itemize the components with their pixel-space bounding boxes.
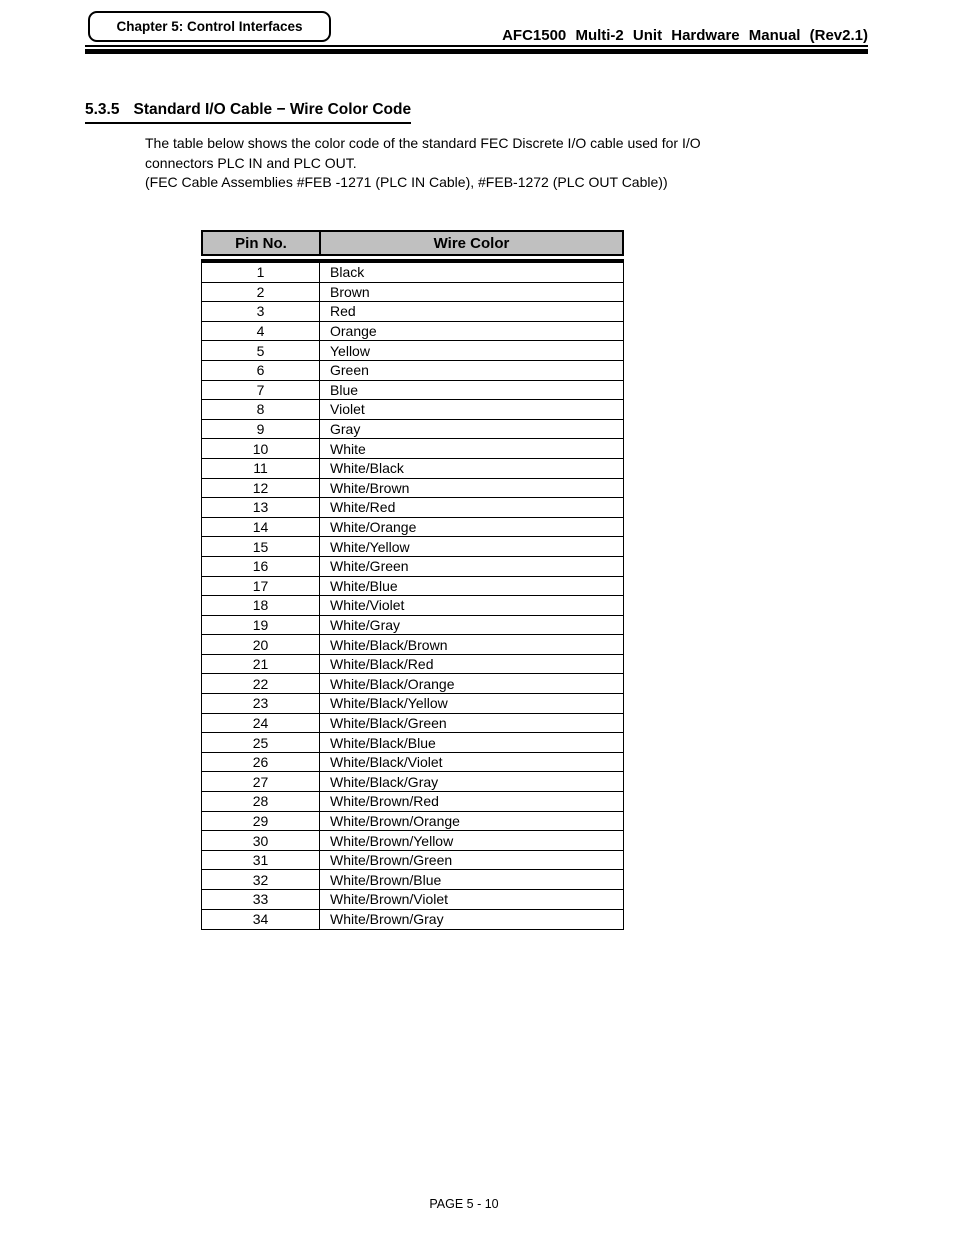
pin-number-cell: 25 bbox=[202, 733, 320, 752]
pin-number-cell: 14 bbox=[202, 518, 320, 537]
pin-number-cell: 1 bbox=[202, 263, 320, 282]
pin-number-cell: 30 bbox=[202, 831, 320, 850]
pin-number-cell: 9 bbox=[202, 420, 320, 439]
wire-color-cell: White/Brown/Blue bbox=[330, 871, 442, 888]
wire-color-cell: White/Black/Blue bbox=[330, 734, 436, 751]
table-row bbox=[202, 361, 623, 381]
wire-color-cell: Black bbox=[330, 264, 365, 281]
wire-color-cell: White/Gray bbox=[330, 616, 401, 633]
page-number: PAGE 5 - 10 bbox=[429, 1197, 499, 1211]
table-row bbox=[202, 381, 623, 401]
wire-color-cell: Orange bbox=[330, 323, 377, 340]
wire-color-table bbox=[201, 230, 624, 930]
pin-number-cell: 29 bbox=[202, 812, 320, 831]
table-row bbox=[202, 322, 623, 342]
wire-color-cell: Gray bbox=[330, 421, 361, 438]
pin-number-cell: 7 bbox=[202, 381, 320, 400]
table-row bbox=[202, 753, 623, 773]
intro-paragraph bbox=[145, 134, 701, 193]
pin-number-cell: 3 bbox=[202, 302, 320, 321]
wire-color-cell: White/Orange bbox=[330, 519, 417, 536]
pin-number-cell: 34 bbox=[202, 910, 320, 930]
wire-color-cell: White/Blue bbox=[330, 577, 398, 594]
table-row bbox=[202, 792, 623, 812]
table-row bbox=[202, 714, 623, 734]
table-row bbox=[202, 518, 623, 538]
pin-number-cell: 2 bbox=[202, 283, 320, 302]
table-row bbox=[202, 420, 623, 440]
table-row bbox=[202, 812, 623, 832]
wire-color-cell: White/Black/Red bbox=[330, 656, 434, 673]
table-row bbox=[202, 400, 623, 420]
column-header-wire-color: Wire Color bbox=[433, 234, 510, 252]
wire-color-cell: White/Black/Gray bbox=[330, 773, 439, 790]
pin-number-cell: 17 bbox=[202, 577, 320, 596]
pin-number-cell: 12 bbox=[202, 479, 320, 498]
pin-number-cell: 6 bbox=[202, 361, 320, 380]
wire-color-cell: White/Black/Orange bbox=[330, 675, 455, 692]
wire-color-cell: White/Brown/Violet bbox=[330, 891, 449, 908]
wire-color-cell: Yellow bbox=[330, 342, 370, 359]
section-heading bbox=[85, 101, 411, 124]
wire-color-cell: Red bbox=[330, 303, 356, 320]
wire-color-cell: White/Black/Violet bbox=[330, 754, 443, 771]
pin-number-cell: 31 bbox=[202, 851, 320, 870]
wire-table-body bbox=[201, 259, 624, 930]
table-row bbox=[202, 459, 623, 479]
header-rule-thick-line bbox=[85, 49, 868, 54]
table-row bbox=[202, 263, 623, 283]
intro-line-3: (FEC Cable Assemblies #FEB -1271 (PLC IN Cable), #FEB-1272 (PLC OUT Cable)) bbox=[145, 174, 668, 190]
wire-color-cell: White/Black/Brown bbox=[330, 636, 448, 653]
wire-color-cell: White/Yellow bbox=[330, 538, 410, 555]
table-row bbox=[202, 655, 623, 675]
table-row bbox=[202, 283, 623, 303]
intro-line-1: The table below shows the color code of the standard FEC Discrete I/O cable used for I/O bbox=[145, 135, 701, 151]
table-row bbox=[202, 733, 623, 753]
pin-number-cell: 11 bbox=[202, 459, 320, 478]
table-row bbox=[202, 479, 623, 499]
table-row bbox=[202, 596, 623, 616]
table-row bbox=[202, 851, 623, 871]
pin-number-cell: 5 bbox=[202, 341, 320, 360]
pin-number-cell: 33 bbox=[202, 890, 320, 909]
wire-color-cell: White/Violet bbox=[330, 597, 405, 614]
pin-number-cell: 21 bbox=[202, 655, 320, 674]
wire-color-cell: White/Brown/Green bbox=[330, 852, 453, 869]
chapter-label: Chapter 5: Control Interfaces bbox=[116, 19, 303, 34]
pin-number-cell: 23 bbox=[202, 694, 320, 713]
wire-color-cell: White bbox=[330, 440, 366, 457]
pin-number-cell: 22 bbox=[202, 674, 320, 693]
table-row bbox=[202, 537, 623, 557]
pin-number-cell: 20 bbox=[202, 635, 320, 654]
table-row bbox=[202, 616, 623, 636]
pin-number-cell: 24 bbox=[202, 714, 320, 733]
wire-color-cell: White/Red bbox=[330, 499, 396, 516]
table-row bbox=[202, 674, 623, 694]
wire-color-cell: White/Black/Green bbox=[330, 714, 447, 731]
wire-color-cell: Green bbox=[330, 362, 369, 379]
pin-number-cell: 32 bbox=[202, 870, 320, 889]
wire-color-cell: Violet bbox=[330, 401, 365, 418]
table-row bbox=[202, 557, 623, 577]
table-header-row bbox=[201, 230, 624, 256]
wire-color-cell: White/Green bbox=[330, 558, 409, 575]
wire-color-cell: White/Black bbox=[330, 460, 404, 477]
pin-number-cell: 10 bbox=[202, 439, 320, 458]
manual-title: AFC1500 Multi-2 Unit Hardware Manual (Rev2.1) bbox=[502, 27, 868, 44]
wire-color-cell: White/Brown/Yellow bbox=[330, 832, 454, 849]
intro-line-2: connectors PLC IN and PLC OUT. bbox=[145, 154, 357, 171]
pin-number-cell: 4 bbox=[202, 322, 320, 341]
table-row bbox=[202, 635, 623, 655]
table-row bbox=[202, 302, 623, 322]
table-row bbox=[202, 694, 623, 714]
table-row bbox=[202, 831, 623, 851]
table-row bbox=[202, 870, 623, 890]
table-row bbox=[202, 439, 623, 459]
section-number: 5.3.5 bbox=[85, 101, 120, 118]
wire-color-cell: Blue bbox=[330, 381, 359, 398]
wire-color-cell: Brown bbox=[330, 283, 370, 300]
wire-color-cell: White/Brown/Orange bbox=[330, 812, 460, 829]
table-row bbox=[202, 341, 623, 361]
header-rule bbox=[85, 45, 868, 54]
wire-color-cell: White/Black/Yellow bbox=[330, 695, 448, 712]
pin-number-cell: 13 bbox=[202, 498, 320, 517]
pin-number-cell: 18 bbox=[202, 596, 320, 615]
pin-number-cell: 19 bbox=[202, 616, 320, 635]
pin-number-cell: 27 bbox=[202, 772, 320, 791]
wire-color-cell: White/Brown bbox=[330, 479, 410, 496]
pin-number-cell: 8 bbox=[202, 400, 320, 419]
chapter-label-box bbox=[88, 11, 331, 42]
table-row bbox=[202, 910, 623, 930]
table-row bbox=[202, 498, 623, 518]
section-title: Standard I/O Cable − Wire Color Code bbox=[133, 101, 412, 118]
table-row bbox=[202, 772, 623, 792]
pin-number-cell: 26 bbox=[202, 753, 320, 772]
table-row bbox=[202, 577, 623, 597]
table-row bbox=[202, 890, 623, 910]
wire-color-cell: White/Brown/Red bbox=[330, 793, 439, 810]
wire-color-cell: White/Brown/Gray bbox=[330, 911, 444, 928]
pin-number-cell: 15 bbox=[202, 537, 320, 556]
pin-number-cell: 28 bbox=[202, 792, 320, 811]
column-header-pin-no: Pin No. bbox=[203, 232, 321, 254]
pin-number-cell: 16 bbox=[202, 557, 320, 576]
